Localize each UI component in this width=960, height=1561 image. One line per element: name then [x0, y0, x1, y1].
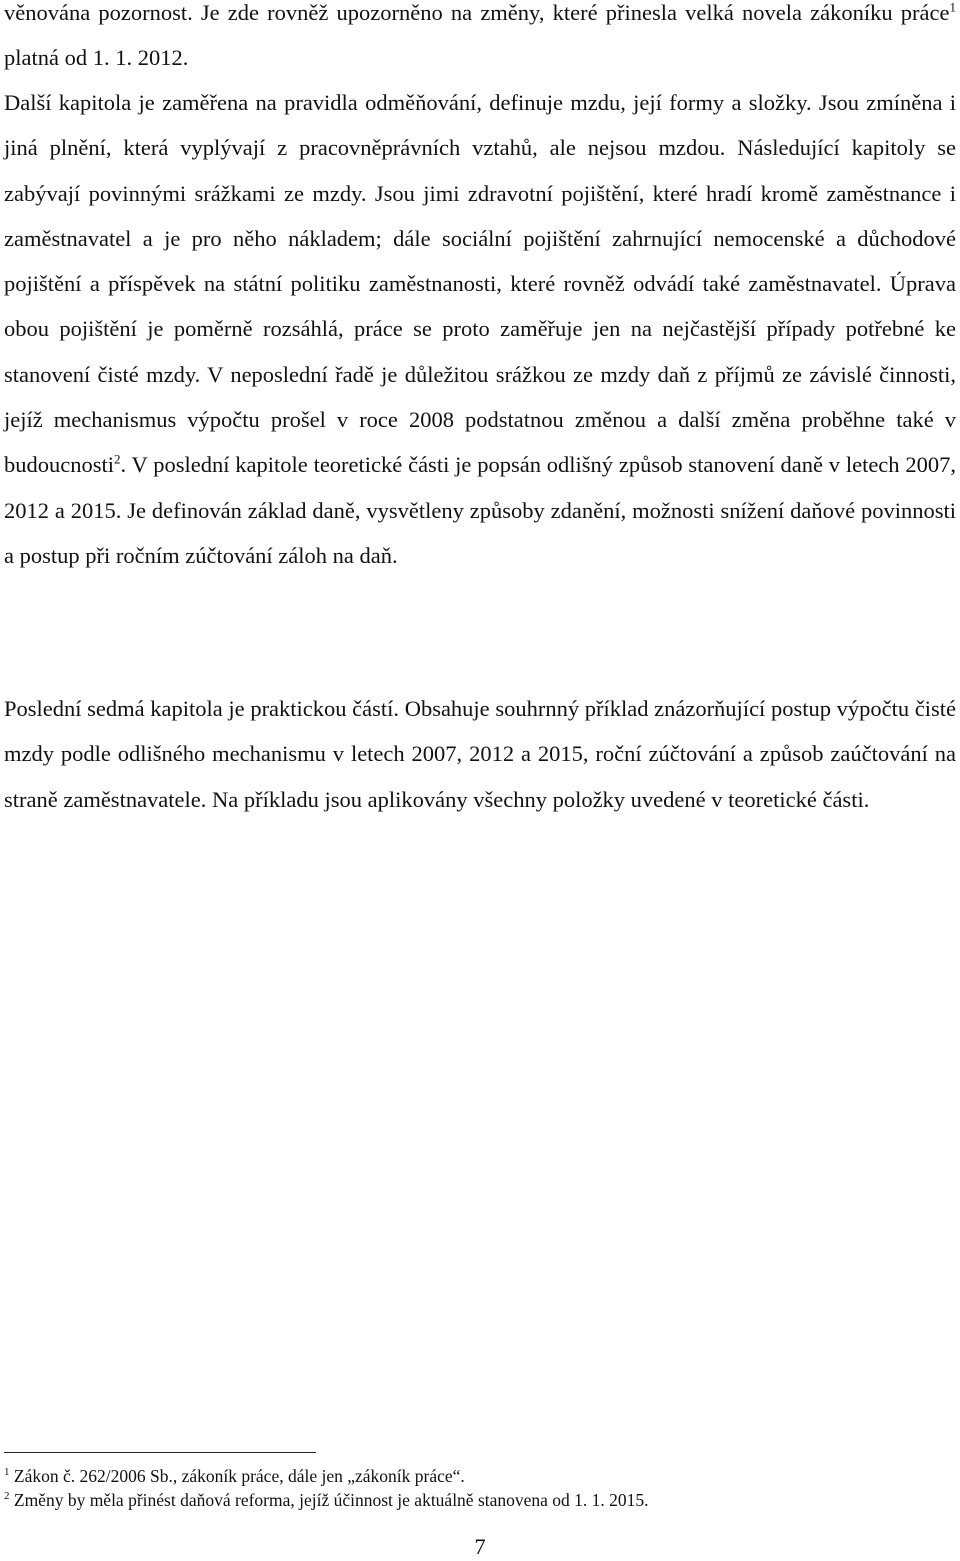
paragraph-practical-chapter: Poslední sedmá kapitola je praktickou částí. Obsahuje souhrnný příklad znázorňující postup výpočtu čisté mzdy podle odlišného mechanismu v letech 2007, 2012 a 2015, roční zúčtování a způsob zaúčtování na straně zaměstnavatele. Na příkladu jsou aplikovány všechny položky uvedené v teoretické části.: [4, 696, 956, 812]
paragraph-text: . V poslední kapitole teoretické části je popsán odlišný způsob stanovení daně v letech 2007, 2012 a 2015. Je definován základ daně, vysvětleny způsoby zdanění, možnosti snížení daňové povinnosti a postup při ročním zúčtování záloh na daň.: [4, 452, 956, 568]
paragraph-intro-continuation: [4, 0, 956, 81]
footnote-text: Změny by měla přinést daňová reforma, jejíž účinnost je aktuálně stanovena od 1. 1. 2015.: [13, 1490, 649, 1510]
footnote-reference-1: 1: [949, 0, 956, 15]
paragraph-text: věnována pozornost. Je zde rovněž upozorněno na změny, které přinesla velká novela zákoníku práce: [4, 0, 950, 25]
paragraph-text: Další kapitola je zaměřena na pravidla odměňování, definuje mzdu, její formy a složky. Jsou zmíněna i jiná plnění, která vyplývají z pracovněprávních vztahů, ale nejsou mzdou. Následující kapitoly se zabývají povinnými srážkami ze mzdy. Jsou jimi zdravotní pojištění, které hradí kromě zaměstnance i zaměstnavatel a je pro něho nákladem; dále sociální pojištění zahrnující nemocenské a důchodové pojištění a příspěvek na státní politiku zaměstnanosti, které rovněž odvádí také zaměstnavatel. Úprava obou pojištění je poměrně rozsáhlá, práce se proto zaměřuje jen na nejčastější případy potřebné ke stanovení čisté mzdy. V neposlední řadě je důležitou srážkou ze mzdy daň z příjmů ze závislé činnosti, jejíž mechanismus výpočtu prošel v roce 2008 podstatnou změnou a další změna proběhne také v budoucnosti: [4, 90, 956, 478]
footnote-number: 2: [4, 1490, 10, 1503]
paragraph-text: platná od 1. 1. 2012.: [4, 45, 189, 71]
footnote-separator: [4, 1452, 316, 1453]
footnote-1: [4, 1465, 956, 1487]
footnote-2: [4, 1489, 956, 1511]
footnote-reference-2: 2: [114, 451, 121, 467]
paragraph-remuneration: [4, 80, 956, 578]
page-number: 7: [474, 1534, 486, 1559]
footnote-text: Zákon č. 262/2006 Sb., zákoník práce, dále jen „zákoník práce“.: [13, 1466, 465, 1486]
footnote-number: 1: [4, 1466, 10, 1479]
